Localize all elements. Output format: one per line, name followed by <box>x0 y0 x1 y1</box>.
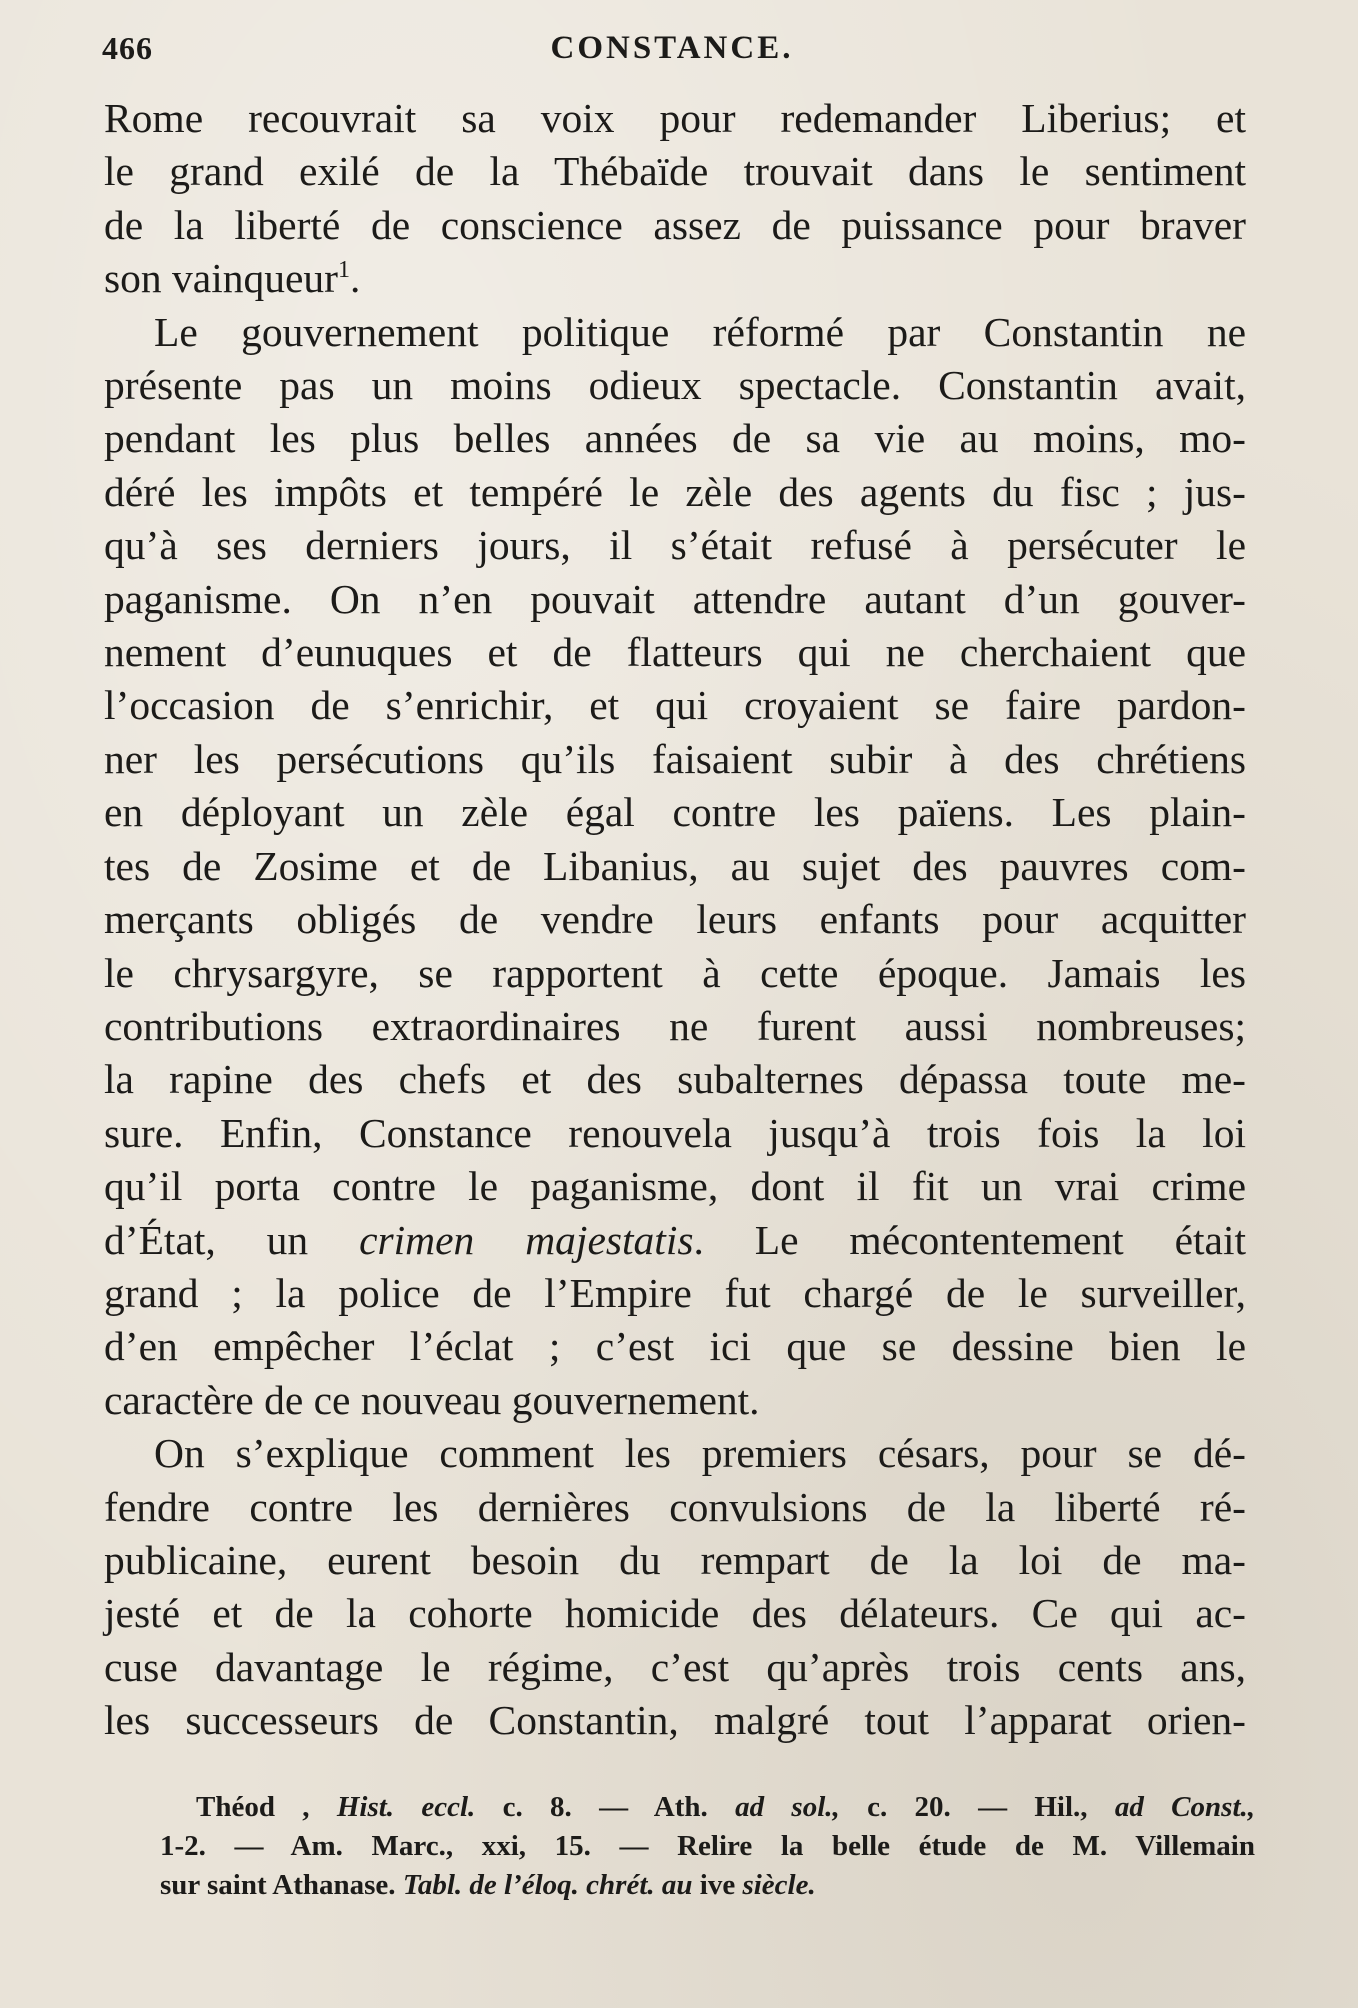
text-fragment: d’État, un <box>104 1216 360 1263</box>
text-line: On s’explique comment les premiers césars, pour se dé- <box>154 1430 1246 1477</box>
text-line: les successeurs de Constantin, malgré tout l’apparat orien- <box>104 1697 1246 1744</box>
italic-phrase: Tabl. de l’éloq. chrét. au <box>402 1869 693 1901</box>
italic-phrase: Hist. eccl. <box>336 1791 476 1823</box>
text-line: l’occasion de s’enrichir, et qui croyaient se faire pardon- <box>104 682 1246 729</box>
text-line <box>104 252 1246 305</box>
text-line: publicaine, eurent besoin du rempart de la loi de ma- <box>104 1536 1246 1583</box>
text-line: fendre contre les dernières convulsions de la liberté ré- <box>104 1483 1246 1530</box>
text-line: le grand exilé de la Thébaïde trouvait dans le sentiment <box>104 148 1246 195</box>
text-fragment: ive <box>692 1869 743 1901</box>
text-line: pendant les plus belles années de sa vie au moins, mo- <box>104 415 1246 462</box>
text-fragment: . <box>349 255 361 302</box>
footnote-reference: 1 <box>337 257 350 284</box>
text-fragment: . Le mécontentement était <box>693 1216 1247 1263</box>
text-line: le chrysargyre, se rapportent à cette époque. Jamais les <box>104 949 1246 996</box>
text-line: merçants obligés de vendre leurs enfants pour acquitter <box>104 896 1246 943</box>
text-line: grand ; la police de l’Empire fut chargé de le surveiller, <box>104 1269 1246 1316</box>
text-line: cuse davantage le régime, c’est qu’après trois cents ans, <box>104 1643 1246 1690</box>
text-line: en déployant un zèle égal contre les païens. Les plain- <box>104 789 1246 836</box>
text-line: déré les impôts et tempéré le zèle des agents du fisc ; jus- <box>104 468 1246 515</box>
text-fragment: c. 20. — Hil., <box>839 1791 1115 1823</box>
footnote-line <box>196 1788 1255 1827</box>
footnote <box>160 1788 1255 1905</box>
text-line: paganisme. On n’en pouvait attendre autant d’un gouver- <box>104 575 1246 622</box>
text-fragment: sur saint Athanase. <box>160 1869 403 1901</box>
text-line: Rome recouvrait sa voix pour redemander Liberius; et <box>104 95 1246 141</box>
text-line: jesté et de la cohorte homicide des délateurs. Ce qui ac- <box>104 1590 1246 1637</box>
text-line: la rapine des chefs et des subalternes dépassa toute me- <box>104 1056 1246 1103</box>
text-line <box>104 1214 1246 1267</box>
text-line: sure. Enfin, Constance renouvela jusqu’à trois fois la loi <box>104 1109 1246 1156</box>
text-fragment: c. 8. — Ath. <box>475 1791 736 1823</box>
text-line: contributions extraordinaires ne furent aussi nombreuses; <box>104 1002 1246 1049</box>
text-line: de la liberté de conscience assez de puissance pour braver <box>104 201 1246 248</box>
italic-phrase: ad sol., <box>735 1791 840 1823</box>
text-line: présente pas un moins odieux spectacle. Constantin avait, <box>104 362 1246 409</box>
text-line: d’en empêcher l’éclat ; c’est ici que se dessine bien le <box>104 1323 1246 1370</box>
body-text <box>104 92 1246 1748</box>
text-line: Le gouvernement politique réformé par Constantin ne <box>154 308 1246 355</box>
paragraph-3 <box>104 1427 1246 1747</box>
footnote-line <box>160 1866 1255 1905</box>
page-header <box>102 30 1242 74</box>
text-line: nement d’eunuques et de flatteurs qui ne cherchaient que <box>104 629 1246 676</box>
italic-phrase: crimen majestatis <box>359 1216 694 1263</box>
running-title: CONSTANCE. <box>550 30 794 66</box>
text-fragment: Théod , <box>196 1791 337 1823</box>
italic-phrase: siècle. <box>742 1869 816 1901</box>
text-fragment: son vainqueur <box>104 255 338 302</box>
text-line: qu’il porta contre le paganisme, dont il fit un vrai crime <box>104 1163 1246 1210</box>
text-line: caractère de ce nouveau gouvernement. <box>104 1376 760 1423</box>
paragraph-1 <box>104 92 1246 306</box>
paragraph-2 <box>104 306 1246 1428</box>
text-line: qu’à ses derniers jours, il s’était refusé à persécuter le <box>104 522 1246 569</box>
text-line: tes de Zosime et de Libanius, au sujet des pauvres com- <box>104 842 1246 889</box>
footnote-line: 1-2. — Am. Marc., xxi, 15. — Relire la belle étude de M. Villemain <box>160 1830 1255 1862</box>
page-number: 466 <box>102 30 153 66</box>
italic-phrase: ad Const., <box>1114 1791 1255 1823</box>
text-line: ner les persécutions qu’ils faisaient subir à des chrétiens <box>104 735 1246 782</box>
